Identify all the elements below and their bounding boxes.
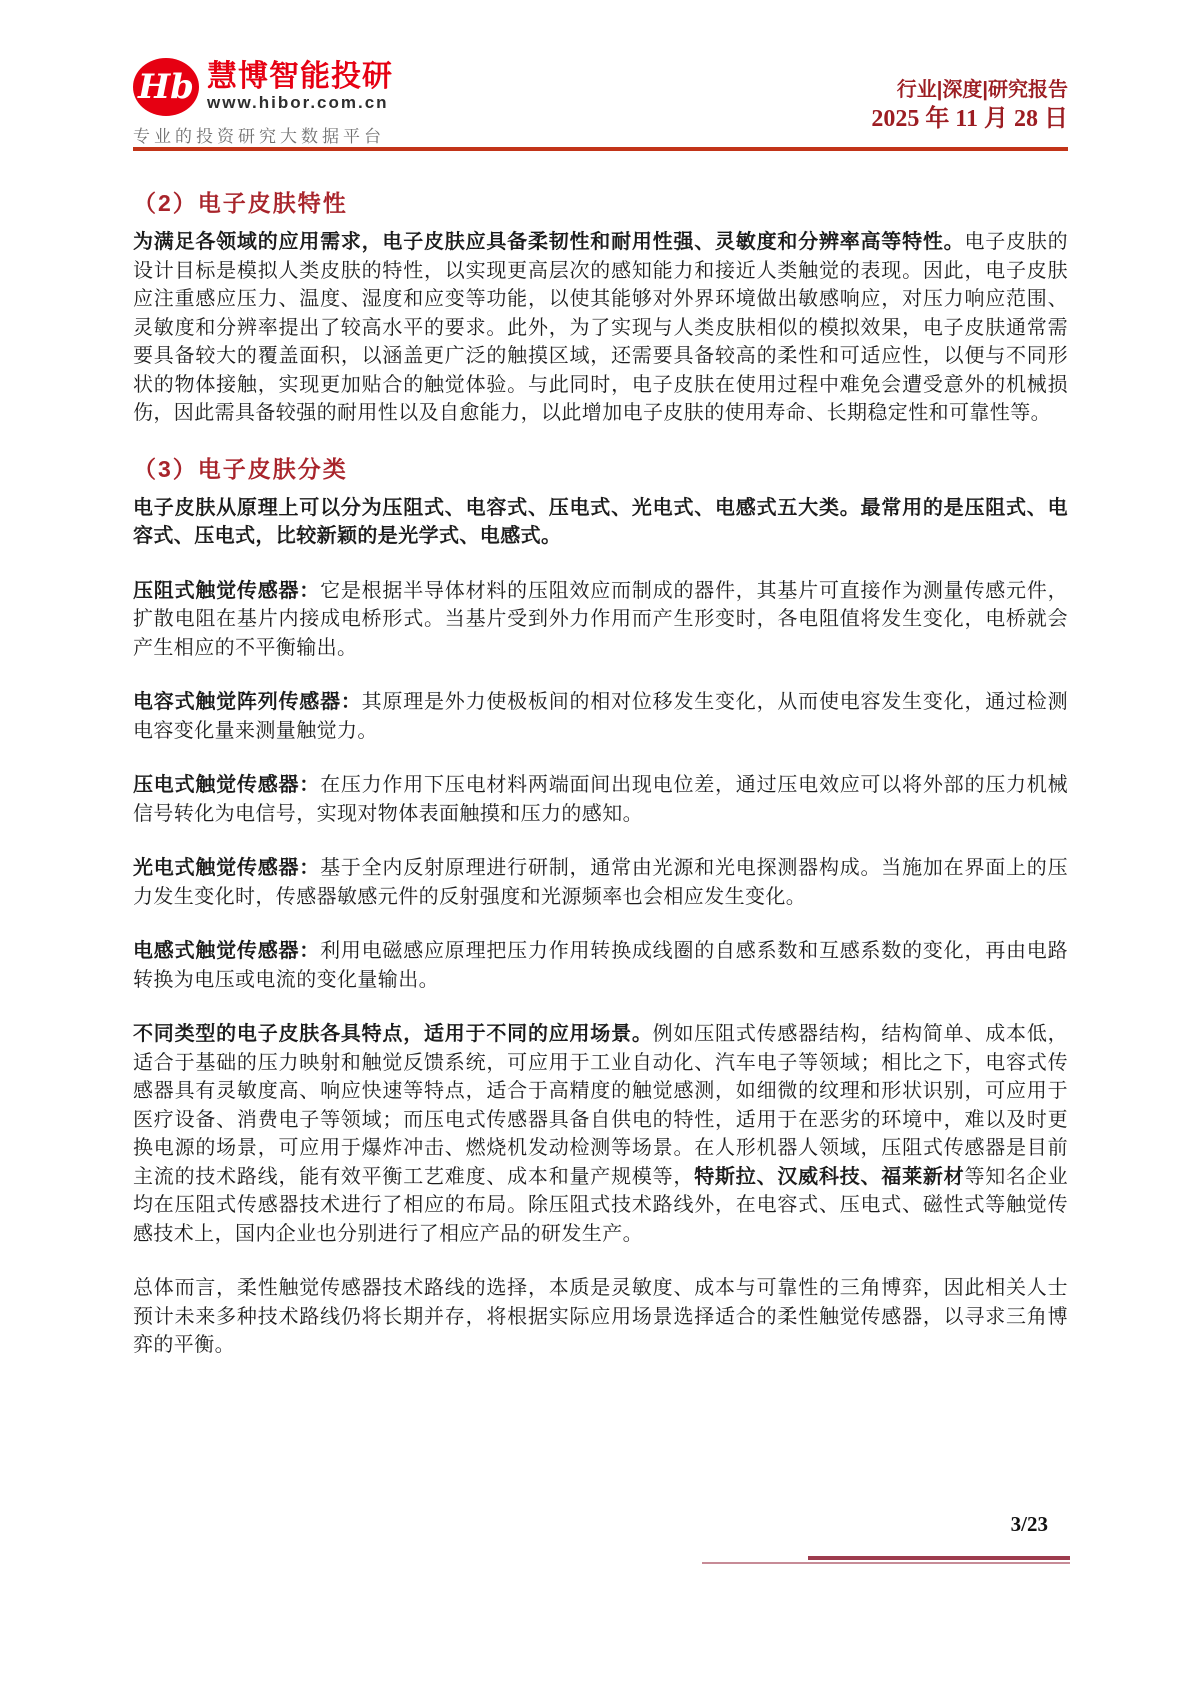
brand-tagline: 专业的投资研究大数据平台: [133, 127, 385, 147]
paragraph: [133, 1274, 1068, 1360]
report-date: 2025 年 11 月 28 日: [871, 106, 1068, 132]
hibor-logo-icon: Hb: [133, 58, 199, 116]
header-divider: [133, 147, 1068, 151]
section-heading: （2）电子皮肤特性: [133, 190, 348, 216]
text-run: 等知名企业均在压阻式传感器技术进行了相应的布局。除压阻式技术路线外，在电容式、压电式、磁性式等触觉传感技术上，国内企业也分别进行了相应产品的研发生产。: [133, 1165, 1068, 1245]
paragraph: [133, 577, 1068, 663]
bold-run: 压电式触觉传感器：: [133, 774, 321, 796]
bold-run: 光电式触觉传感器：: [133, 857, 321, 879]
text-run: 其原理是外力使极板间的相对位移发生变化，从而使电容发生变化，通过检测电容变化量来测量触觉力。: [133, 691, 1068, 742]
footer-divider-dark: [808, 1556, 1070, 1560]
paragraph: [133, 494, 1068, 551]
bold-run: 为满足各领域的应用需求，电子皮肤应具备柔韧性和耐用性强、灵敏度和分辨率高等特性。: [133, 231, 965, 253]
logo-text: [207, 61, 393, 113]
bold-run: 压阻式触觉传感器：: [133, 579, 321, 602]
text-run: 电子皮肤的设计目标是模拟人类皮肤的特性，以实现更高层次的感知能力和接近人类触觉的表现。因此，电子皮肤应注重感应压力、温度、湿度和应变等功能，以使其能够对外界环境做出敏感响应，对压力响应范围、灵敏度和分辨率提出了较高水平的要求。此外，为了实现与人类皮肤相似的模拟效果，电子皮肤通常需要具备较大的覆盖面积，以涵盖更广泛的触摸区域，还需要具备较高的柔性和可适应性，以便与不同形状的物体接触，实现更加贴合的触觉体验。与此同时，电子皮肤在使用过程中难免会遭受意外的机械损伤，因此需具备较强的耐用性以及自愈能力，以此增加电子皮肤的使用寿命、长期稳定性和可靠性等。: [133, 231, 1069, 424]
logo-row: [133, 58, 393, 116]
paragraph: [133, 854, 1068, 911]
text-run: 总体而言，柔性触觉传感器技术路线的选择，本质是灵敏度、成本与可靠性的三角博弈，因此相关人士预计未来多种技术路线仍将长期并存，将根据实际应用场景选择适合的柔性触觉传感器，以寻求三角博弈的平衡。: [133, 1277, 1068, 1356]
paragraph: [133, 688, 1068, 745]
page-header: [133, 58, 1068, 147]
page-number: 3/23: [1010, 1512, 1048, 1536]
section-heading: （3）电子皮肤分类: [133, 455, 348, 482]
paragraph: [133, 228, 1068, 428]
bold-run: 电感式触觉传感器：: [133, 940, 321, 962]
bold-run: 特斯拉、汉威科技、福莱新材: [694, 1165, 965, 1188]
paragraph: [133, 937, 1068, 994]
text-run: 它是根据半导体材料的压阻效应而制成的器件，其基片可直接作为测量传感元件，扩散电阻在基片内接成电桥形式。当基片受到外力作用而产生形变时，各电阻值将发生变化，电桥就会产生相应的不平衡输出。: [133, 579, 1068, 659]
bold-run: 电容式触觉阵列传感器：: [133, 691, 362, 713]
text-run: 利用电磁感应原理把压力作用转换成线圈的自感系数和互感系数的变化，再由电路转换为电压或电流的变化量输出。: [133, 940, 1068, 991]
bold-run: 不同类型的电子皮肤各具特点，适用于不同的应用场景。: [133, 1023, 653, 1045]
header-meta: [871, 58, 1068, 133]
footer-divider-light: [702, 1562, 1070, 1564]
report-category: 行业|深度|研究报告: [896, 79, 1068, 101]
brand-url: www.hibor.com.cn: [207, 93, 389, 112]
text-run: 在压力作用下压电材料两端面间出现电位差，通过压电效应可以将外部的压力机械信号转化为电信号，实现对物体表面触摸和压力的感知。: [133, 774, 1068, 825]
text-run: 例如压阻式传感器结构，结构简单、成本低，适合于基础的压力映射和触觉反馈系统，可应用于工业自动化、汽车电子等领域；相比之下，电容式传感器具有灵敏度高、响应快速等特点，适合于高精度的触觉感测，如细微的纹理和形状识别，可应用于医疗设备、消费电子等领域；而压电式传感器具备自供电的特性，适用于在恶劣的环境中，难以及时更换电源的场景，可应用于爆炸冲击、燃烧机发动检测等场景。在人形机器人领域，压阻式传感器是目前主流的技术路线，能有效平衡工艺难度、成本和量产规模等，: [133, 1023, 1069, 1188]
hibor-logo: [133, 58, 393, 147]
brand-name: 慧博智能投研: [207, 60, 393, 93]
paragraph: [133, 771, 1068, 828]
paragraph: [133, 1020, 1068, 1248]
document-body: [133, 188, 1068, 1386]
text-run: 基于全内反射原理进行研制，通常由光源和光电探测器构成。当施加在界面上的压力发生变化时，传感器敏感元件的反射强度和光源频率也会相应发生变化。: [133, 857, 1068, 908]
bold-run: 电子皮肤从原理上可以分为压阻式、电容式、压电式、光电式、电感式五大类。最常用的是压阻式、电容式、压电式，比较新颖的是光学式、电感式。: [133, 496, 1068, 547]
